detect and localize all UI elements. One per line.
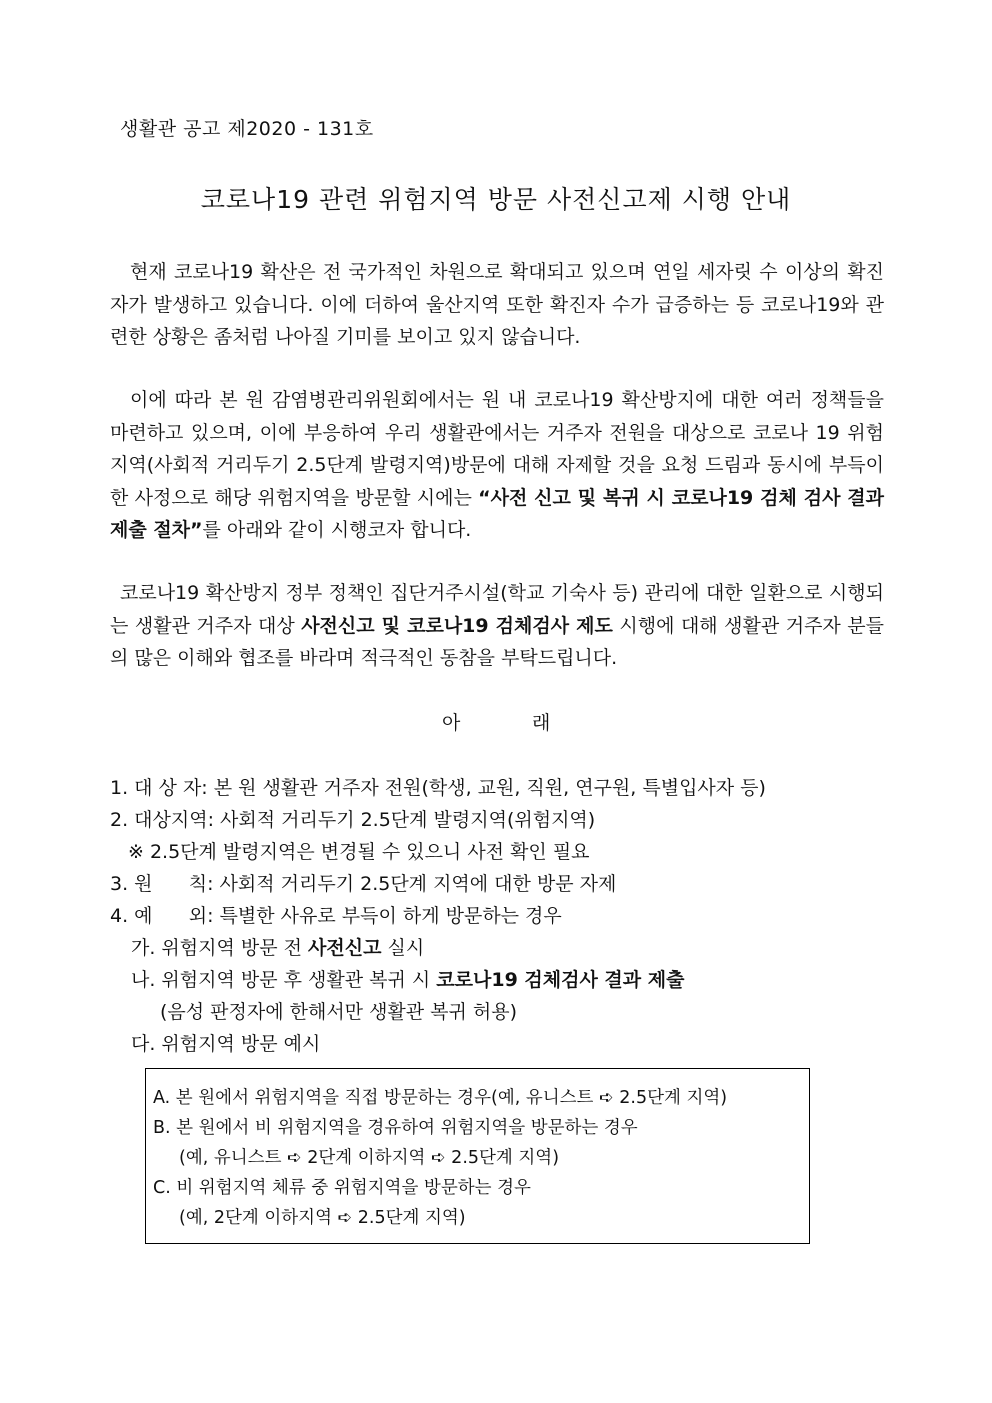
paragraph-3-text: 코로나19 확산방지 정부 정책인 집단거주시설(학교 기숙사 등) 관리에 대한 일환으로 시행되는 생활관 거주자 대상: [110, 582, 884, 637]
notice-number: 생활관 공고 제2020 - 131호: [120, 118, 374, 140]
sub-item-ga-tail: 실시: [381, 937, 425, 959]
paragraph-2-text: 이에 따라 본 원 감염병관리위원회에서는 원 내 코로나19 확산방지에 대한 여러 정책들을 마련하고 있으며, 이에 부응하여 우리 생활관에서는 거주자 전원을 대상으로 코로나 19 위험지역(사회적 거리두기 2.5단계 발령지역)방문에 대해 자제할 것을 요청 드림과 동시에 부득이한 사정으로 해당 위험지역을 방문할 시에는: [110, 389, 884, 509]
sub-item-na-text: 나. 위험지역 방문 후 생활관 복귀 시: [131, 969, 437, 991]
sub-item-na: [131, 965, 684, 992]
paragraph-3-tail: 시행에 대해 생활관 거주자 분들의 많은 이해와 협조를 바라며 적극적인 동참을 부탁드립니다.: [110, 614, 884, 669]
paragraph-3-emphasis: 사전신고 및 코로나19 검체검사 제도: [301, 614, 613, 637]
examples-box: [145, 1068, 810, 1244]
example-a: A. 본 원에서 위험지역을 직접 방문하는 경우(예, 유니스트 ➪ 2.5단계 지역): [153, 1088, 728, 1108]
below-heading-char-2: 래: [532, 712, 551, 734]
example-c-detail: (예, 2단계 이하지역 ➪ 2.5단계 지역): [179, 1208, 466, 1228]
sub-item-ga-emphasis: 사전신고: [308, 937, 382, 959]
item-principle: 3. 원 칙: 사회적 거리두기 2.5단계 지역에 대한 방문 자제: [110, 873, 617, 895]
sub-item-na-emphasis: 코로나19 검체검사 결과 제출: [436, 969, 685, 991]
page-title: 코로나19 관련 위험지역 방문 사전신고제 시행 안내: [200, 185, 792, 214]
sub-item-ga: [131, 933, 424, 960]
example-c: C. 비 위험지역 체류 중 위험지역을 방문하는 경우: [153, 1178, 531, 1198]
sub-item-ga-text: 가. 위험지역 방문 전: [131, 937, 309, 959]
sub-item-na-note: (음성 판정자에 한해서만 생활관 복귀 허용): [160, 1001, 518, 1023]
below-heading-char-1: 아: [442, 712, 461, 734]
item-region-note: ※ 2.5단계 발령지역은 변경될 수 있으니 사전 확인 필요: [128, 841, 590, 863]
paragraph-2-emphasis: “사전 신고 및 복귀 시 코로나19 검체 검사 결과 제출 절차”: [110, 486, 884, 541]
item-exception: 4. 예 외: 특별한 사유로 부득이 하게 방문하는 경우: [110, 905, 562, 927]
paragraph-1: [110, 256, 884, 354]
item-target: 1. 대 상 자: 본 원 생활관 거주자 전원(학생, 교원, 직원, 연구원, 특별입사자 등): [110, 777, 766, 799]
example-b: B. 본 원에서 비 위험지역을 경유하여 위험지역을 방문하는 경우: [153, 1118, 638, 1138]
paragraph-1-text: 현재 코로나19 확산은 전 국가적인 차원으로 확대되고 있으며 연일 세자릿 수 이상의 확진자가 발생하고 있습니다. 이에 더하여 울산지역 또한 확진자 수가 급증하는 등 코로나19와 관련한 상황은 좀처럼 나아질 기미를 보이고 있지 않습니다.: [110, 261, 884, 348]
item-region: 2. 대상지역: 사회적 거리두기 2.5단계 발령지역(위험지역): [110, 809, 596, 831]
paragraph-2-tail: 를 아래와 같이 시행코자 합니다.: [202, 519, 472, 541]
sub-item-da: 다. 위험지역 방문 예시: [131, 1033, 321, 1055]
paragraph-2: [110, 384, 884, 547]
example-b-detail: (예, 유니스트 ➪ 2단계 이하지역 ➪ 2.5단계 지역): [179, 1148, 560, 1168]
paragraph-3: [110, 577, 884, 675]
